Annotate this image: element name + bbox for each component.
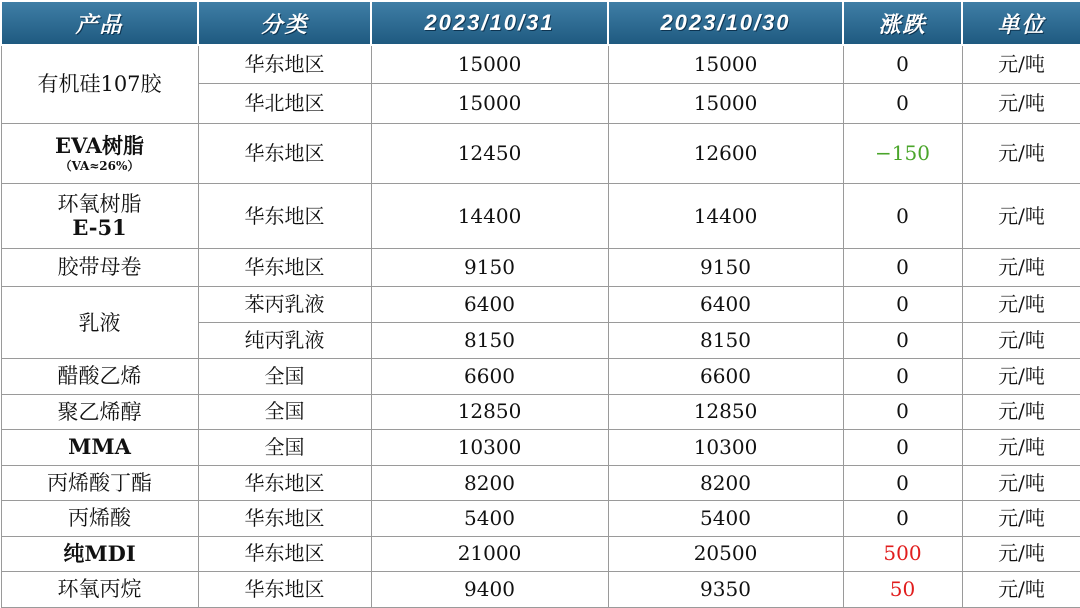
product-subtitle: （VA≈26%） bbox=[59, 158, 140, 173]
change-cell: 50 bbox=[843, 571, 962, 607]
value-cell-date1: 8150 bbox=[371, 323, 608, 359]
table-row bbox=[1, 359, 1080, 394]
table-row bbox=[1, 123, 1080, 183]
unit-cell: 元/吨 bbox=[962, 248, 1080, 286]
unit-cell: 元/吨 bbox=[962, 394, 1080, 429]
value-cell-date1: 8200 bbox=[371, 466, 608, 501]
value-cell-date2: 8150 bbox=[608, 323, 843, 359]
table-row bbox=[1, 394, 1080, 429]
region-cell: 苯丙乳液 bbox=[198, 286, 371, 322]
region-cell: 纯丙乳液 bbox=[198, 323, 371, 359]
unit-cell: 元/吨 bbox=[962, 83, 1080, 123]
value-cell-date1: 21000 bbox=[371, 536, 608, 571]
change-cell: 0 bbox=[843, 394, 962, 429]
change-cell: 0 bbox=[843, 466, 962, 501]
value-cell-date2: 12600 bbox=[608, 123, 843, 183]
header-product: 产品 bbox=[1, 1, 198, 45]
value-cell-date2: 5400 bbox=[608, 501, 843, 536]
value-cell-date2: 20500 bbox=[608, 536, 843, 571]
value-cell-date2: 8200 bbox=[608, 466, 843, 501]
region-cell: 华东地区 bbox=[198, 184, 371, 248]
table-row bbox=[1, 45, 1080, 83]
table-row bbox=[1, 184, 1080, 248]
product-cell: 丙烯酸 bbox=[1, 501, 198, 536]
region-cell: 全国 bbox=[198, 429, 371, 465]
value-cell-date2: 10300 bbox=[608, 429, 843, 465]
value-cell-date2: 15000 bbox=[608, 83, 843, 123]
header-unit: 单位 bbox=[962, 1, 1080, 45]
value-cell-date2: 9150 bbox=[608, 248, 843, 286]
unit-cell: 元/吨 bbox=[962, 536, 1080, 571]
product-cell: 聚乙烯醇 bbox=[1, 394, 198, 429]
unit-cell: 元/吨 bbox=[962, 184, 1080, 248]
table-row bbox=[1, 466, 1080, 501]
change-cell: 0 bbox=[843, 248, 962, 286]
region-cell: 华北地区 bbox=[198, 83, 371, 123]
value-cell-date1: 14400 bbox=[371, 184, 608, 248]
unit-cell: 元/吨 bbox=[962, 45, 1080, 83]
table-row bbox=[1, 536, 1080, 571]
value-cell-date1: 12850 bbox=[371, 394, 608, 429]
unit-cell: 元/吨 bbox=[962, 123, 1080, 183]
region-cell: 华东地区 bbox=[198, 501, 371, 536]
unit-cell: 元/吨 bbox=[962, 429, 1080, 465]
change-cell: 0 bbox=[843, 45, 962, 83]
unit-cell: 元/吨 bbox=[962, 466, 1080, 501]
change-cell: 0 bbox=[843, 184, 962, 248]
product-cell: 胶带母卷 bbox=[1, 248, 198, 286]
product-cell bbox=[1, 123, 198, 183]
unit-cell: 元/吨 bbox=[962, 359, 1080, 394]
unit-cell: 元/吨 bbox=[962, 501, 1080, 536]
table-row bbox=[1, 571, 1080, 607]
region-cell: 华东地区 bbox=[198, 45, 371, 83]
unit-cell: 元/吨 bbox=[962, 286, 1080, 322]
product-cell: 丙烯酸丁酯 bbox=[1, 466, 198, 501]
header-category: 分类 bbox=[198, 1, 371, 45]
value-cell-date2: 6400 bbox=[608, 286, 843, 322]
value-cell-date1: 12450 bbox=[371, 123, 608, 183]
product-cell: 纯MDI bbox=[1, 536, 198, 571]
product-cell: MMA bbox=[1, 429, 198, 465]
header-change: 涨跌 bbox=[843, 1, 962, 45]
region-cell: 全国 bbox=[198, 394, 371, 429]
product-cell: 醋酸乙烯 bbox=[1, 359, 198, 394]
change-cell: 0 bbox=[843, 501, 962, 536]
table-row bbox=[1, 429, 1080, 465]
value-cell-date1: 10300 bbox=[371, 429, 608, 465]
change-cell: 0 bbox=[843, 323, 962, 359]
product-subtitle: E-51 bbox=[72, 215, 127, 241]
change-cell: 500 bbox=[843, 536, 962, 571]
region-cell: 华东地区 bbox=[198, 536, 371, 571]
value-cell-date1: 5400 bbox=[371, 501, 608, 536]
change-cell: 0 bbox=[843, 286, 962, 322]
product-cell: 乳液 bbox=[1, 286, 198, 358]
value-cell-date1: 15000 bbox=[371, 45, 608, 83]
value-cell-date1: 15000 bbox=[371, 83, 608, 123]
product-cell bbox=[1, 184, 198, 248]
unit-cell: 元/吨 bbox=[962, 323, 1080, 359]
product-cell: 有机硅107胶 bbox=[1, 45, 198, 123]
value-cell-date2: 9350 bbox=[608, 571, 843, 607]
region-cell: 华东地区 bbox=[198, 571, 371, 607]
region-cell: 华东地区 bbox=[198, 466, 371, 501]
value-cell-date1: 9400 bbox=[371, 571, 608, 607]
change-cell: −150 bbox=[843, 123, 962, 183]
value-cell-date1: 9150 bbox=[371, 248, 608, 286]
unit-cell: 元/吨 bbox=[962, 571, 1080, 607]
value-cell-date1: 6600 bbox=[371, 359, 608, 394]
table-row bbox=[1, 501, 1080, 536]
value-cell-date2: 6600 bbox=[608, 359, 843, 394]
value-cell-date2: 14400 bbox=[608, 184, 843, 248]
value-cell-date2: 15000 bbox=[608, 45, 843, 83]
value-cell-date2: 12850 bbox=[608, 394, 843, 429]
change-cell: 0 bbox=[843, 83, 962, 123]
header-date2: 2023/10/30 bbox=[608, 1, 843, 45]
change-cell: 0 bbox=[843, 359, 962, 394]
region-cell: 全国 bbox=[198, 359, 371, 394]
table-row bbox=[1, 286, 1080, 322]
region-cell: 华东地区 bbox=[198, 123, 371, 183]
table-row bbox=[1, 248, 1080, 286]
product-cell: 环氧丙烷 bbox=[1, 571, 198, 607]
change-cell: 0 bbox=[843, 429, 962, 465]
value-cell-date1: 6400 bbox=[371, 286, 608, 322]
header-date1: 2023/10/31 bbox=[371, 1, 608, 45]
product-name: 环氧树脂 bbox=[57, 191, 142, 216]
region-cell: 华东地区 bbox=[198, 248, 371, 286]
product-name: EVA树脂 bbox=[55, 132, 144, 158]
header-row bbox=[1, 1, 1080, 45]
